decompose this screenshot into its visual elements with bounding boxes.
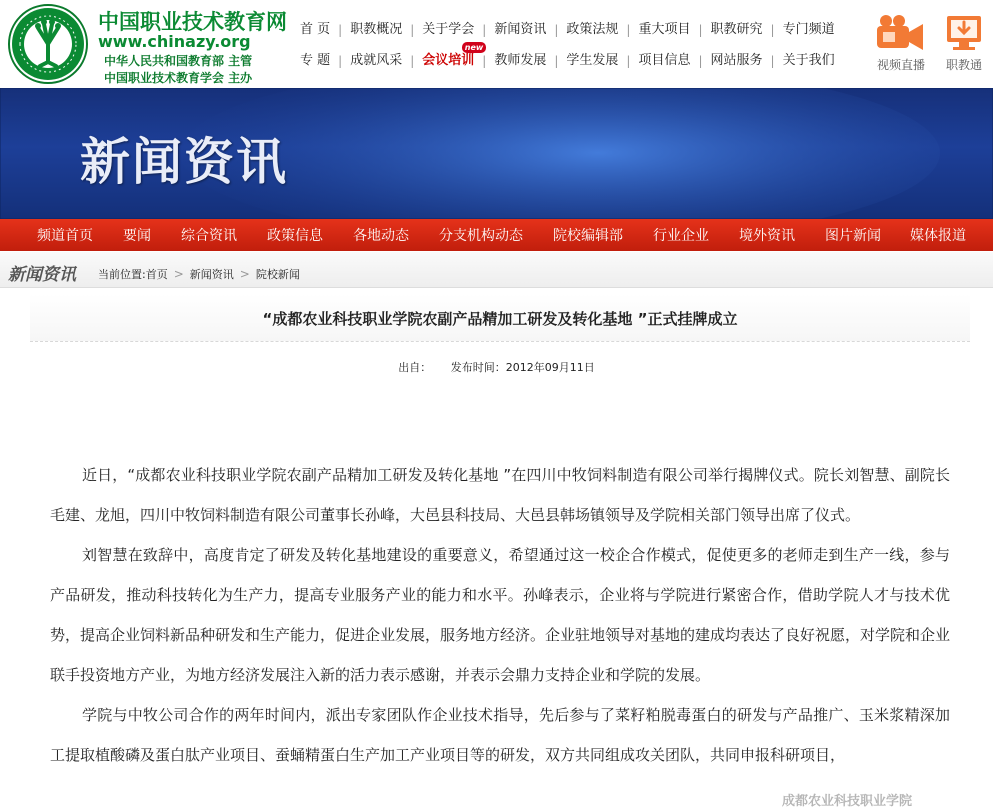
breadcrumb-home[interactable]: 首页 <box>145 268 168 281</box>
channel-nav-college-editorial[interactable]: 院校编辑部 <box>553 228 623 244</box>
channel-nav-photo-news[interactable]: 图片新闻 <box>825 228 881 244</box>
top-nav-row-1 <box>292 20 843 40</box>
nav-separator: | <box>410 23 415 37</box>
banner-title: 新闻资讯 <box>80 132 288 191</box>
article-title: “成都农业科技职业学院农副产品精加工研发及转化基地 ”正式挂牌成立 <box>262 310 738 328</box>
breadcrumb-prefix: 当前位置: <box>98 268 146 281</box>
nav-separator: | <box>626 23 631 37</box>
article-paragraph: 刘智慧在致辞中，高度肯定了研发及转化基地建设的重要意义，希望通过这一校企合作模式，促使更多的老师走到生产一线，参与产品研发，推动科技转化为生产力，提高专业服务产业的能力和水平。孙峰表示，企业将与学院进行紧密合作，借助学院人才与技术优势，提高企业饲料新品种研发和生产能力，促进企业发展，服务地方经济。企业驻地领导对基地的建成均表达了良好祝愿，对学院和企业联手投资地方产业，为地方经济发展注入新的活力表示感谢，并表示会鼎力支持企业和学院的发展。 <box>50 546 951 684</box>
site-logo-emblem[interactable] <box>8 4 88 84</box>
site-url[interactable]: www.chinazy.org <box>98 32 251 51</box>
article-date: 发布时间：2012年09月11日 <box>450 361 595 374</box>
top-nav-home[interactable]: 首 页 <box>300 22 331 37</box>
channel-nav-general-news[interactable]: 综合资讯 <box>181 228 237 244</box>
top-nav-major-projects[interactable]: 重大项目 <box>638 22 691 37</box>
article-body <box>50 455 950 775</box>
sponsor-line-1: 中华人民共和国教育部 主管 <box>104 54 253 68</box>
top-nav-about-society[interactable]: 关于学会 <box>422 22 475 37</box>
channel-nav-home[interactable]: 频道首页 <box>37 228 93 244</box>
sponsor-line-2: 中国职业技术教育学会 主办 <box>104 71 253 85</box>
nav-separator: | <box>482 23 487 37</box>
video-camera-icon <box>875 14 927 52</box>
channel-nav-branch-news[interactable]: 分支机构动态 <box>439 228 523 244</box>
top-nav-topics[interactable]: 专 题 <box>300 53 331 68</box>
article-meta <box>0 359 993 375</box>
nav-separator: | <box>626 54 631 68</box>
breadcrumb-college-news[interactable]: 院校新闻 <box>255 268 300 281</box>
top-nav-overview[interactable]: 职教概况 <box>350 22 403 37</box>
top-nav-project-info[interactable]: 项目信息 <box>638 53 691 68</box>
top-nav-news[interactable]: 新闻资讯 <box>494 22 547 37</box>
video-live-link[interactable] <box>872 14 930 73</box>
nav-separator: | <box>770 23 775 37</box>
nav-separator: | <box>482 54 487 68</box>
nav-separator: | <box>698 23 703 37</box>
nav-separator: | <box>698 54 703 68</box>
top-nav-channels[interactable]: 专门频道 <box>782 22 835 37</box>
article-title-box <box>30 294 970 342</box>
channel-nav-regional-news[interactable]: 各地动态 <box>353 228 409 244</box>
top-nav-research[interactable]: 职教研究 <box>710 22 763 37</box>
channel-nav-policy-info[interactable]: 政策信息 <box>267 228 323 244</box>
section-banner <box>0 88 993 219</box>
top-nav-teacher-development[interactable]: 教师发展 <box>494 53 547 68</box>
vocational-tv-link[interactable] <box>937 14 991 73</box>
site-header <box>0 0 993 88</box>
article-source: 出自： <box>398 361 432 374</box>
breadcrumb-news[interactable]: 新闻资讯 <box>189 268 234 281</box>
site-name[interactable]: 中国职业技术教育网 <box>98 9 287 34</box>
chevron-right-icon: > <box>173 267 184 281</box>
download-monitor-icon <box>944 14 984 52</box>
breadcrumb-bar <box>0 252 993 288</box>
vocational-tv-label: 职教通 <box>945 58 982 72</box>
college-watermark: 成都农业科技职业学院 <box>782 794 913 809</box>
channel-nav-industry[interactable]: 行业企业 <box>653 228 709 244</box>
top-nav-about-us[interactable]: 关于我们 <box>782 53 835 68</box>
top-nav-conference-training-label: 会议培训 <box>422 53 475 68</box>
nav-separator: | <box>338 23 343 37</box>
channel-nav-media[interactable]: 媒体报道 <box>910 228 966 244</box>
top-nav-student-development[interactable]: 学生发展 <box>566 53 619 68</box>
top-nav-achievements[interactable]: 成就风采 <box>350 53 403 68</box>
section-title: 新闻资讯 <box>8 265 76 285</box>
nav-separator: | <box>410 54 415 68</box>
channel-nav-overseas[interactable]: 境外资讯 <box>739 228 795 244</box>
new-badge: new <box>462 42 487 53</box>
nav-separator: | <box>338 54 343 68</box>
top-nav-policy[interactable]: 政策法规 <box>566 22 619 37</box>
top-nav-site-services[interactable]: 网站服务 <box>710 53 763 68</box>
nav-separator: | <box>770 54 775 68</box>
video-live-label: 视频直播 <box>876 58 925 72</box>
article-paragraph: 学院与中牧公司合作的两年时间内，派出专家团队作企业技术指导，先后参与了菜籽粕脱毒蛋白的研发与产品推广、玉米浆精深加工提取植酸磷及蛋白肽产业项目、蚕蛹精蛋白生产加工产业项目等的研发，双方共同组成攻关团队，共同申报科研项目， <box>50 706 950 764</box>
channel-nav <box>0 219 993 251</box>
top-nav-row-2 <box>292 43 843 71</box>
nav-separator: | <box>554 54 559 68</box>
article-paragraph: 近日，“成都农业科技职业学院农副产品精加工研发及转化基地 ”在四川中牧饲料制造有限公司举行揭牌仪式。院长刘智慧、副院长毛建、龙旭，四川中牧饲料制造有限公司董事长孙峰，大邑县科技局、大邑县韩场镇领导及学院相关部门领导出席了仪式。 <box>50 466 950 524</box>
breadcrumb <box>98 266 300 282</box>
chevron-right-icon: > <box>239 267 250 281</box>
nav-separator: | <box>554 23 559 37</box>
channel-nav-headlines[interactable]: 要闻 <box>123 228 151 244</box>
top-nav-conference-training[interactable] <box>414 43 484 70</box>
